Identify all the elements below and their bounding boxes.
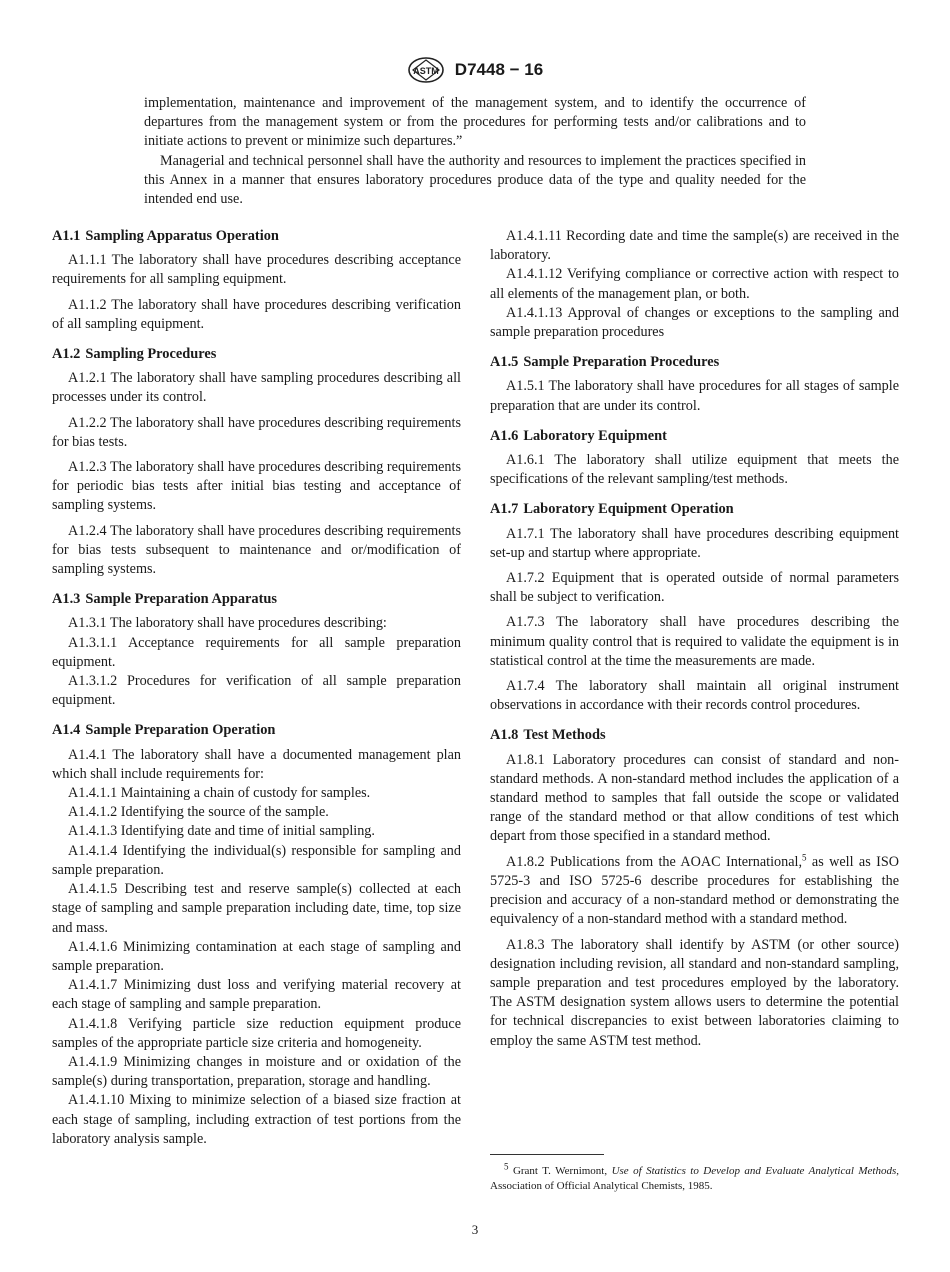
clause: A1.4.1.13 Approval of changes or exceptions to the sampling and sample preparation procedures	[490, 304, 899, 341]
section-number: A1.1	[52, 228, 81, 244]
clause: A1.1.2 The laboratory shall have procedures describing verification of all sampling equipment.	[52, 296, 461, 332]
clause: A1.4.1.12 Verifying compliance or corrective action with respect to all elements of the management plan, or both.	[490, 266, 899, 302]
section-heading	[52, 590, 461, 609]
footnote-divider	[490, 1154, 604, 1155]
section-a1-6	[490, 427, 899, 490]
section-heading	[490, 427, 899, 446]
section-number: A1.3	[52, 591, 81, 608]
section-title: Test Methods	[523, 727, 606, 744]
section-title: Sampling Apparatus Operation	[85, 228, 279, 244]
section-heading	[52, 345, 461, 364]
clause: A1.4.1.2 Identifying the source of the sample.	[68, 804, 329, 821]
clause-text: A1.8.2 Publications from the AOAC International,	[506, 853, 803, 870]
section-a1-4	[52, 721, 461, 1148]
clause-with-footnote	[490, 853, 899, 930]
intro-paragraph-2: Managerial and technical personnel shall have the authority and resources to implement the practices specified in this Annex in a manner that ensures laboratory procedures produce data of the type and quality needed for the intended end use.	[144, 152, 806, 208]
section-title: Sampling Procedures	[85, 346, 217, 363]
clause: A1.2.4 The laboratory shall have procedures describing requirements for bias tests subsequent to maintenance and or/modification of sampling systems.	[52, 522, 461, 578]
section-a1-3	[52, 590, 461, 710]
clause: A1.4.1.1 Maintaining a chain of custody for samples.	[68, 785, 371, 802]
section-title: Laboratory Equipment Operation	[523, 501, 734, 518]
section-number: A1.6	[490, 427, 519, 444]
section-number: A1.5	[490, 354, 519, 371]
right-column	[490, 227, 899, 1051]
clause: A1.4.1.11 Recording date and time the sample(s) are received in the laboratory.	[490, 228, 899, 264]
section-heading	[52, 721, 461, 740]
footnote	[490, 1161, 899, 1194]
svg-text:ASTM: ASTM	[413, 66, 439, 76]
section-title: Sample Preparation Operation	[85, 722, 276, 739]
clause: A1.8.1 Laboratory procedures can consist of standard and non-standard methods. A non-standard method includes the application of a standard method to samples that fall outside the scope or validated range of the standard method or that allow conditions of test which depart from those specified in a standard method.	[490, 751, 899, 845]
clause: A1.4.1.8 Verifying particle size reduction equipment produce samples of the appropriate particle size criteria and homogeneity.	[52, 1015, 461, 1051]
section-heading	[490, 726, 899, 745]
intro-text	[144, 94, 806, 209]
section-heading	[490, 500, 899, 519]
section-a1-7	[490, 500, 899, 715]
clause: A1.2.1 The laboratory shall have sampling procedures describing all processes under its control.	[52, 370, 461, 406]
section-a1-4-continued	[490, 227, 899, 342]
clause: A1.7.2 Equipment that is operated outside of normal parameters shall be subject to verification.	[490, 570, 899, 606]
section-number: A1.8	[490, 727, 519, 744]
section-a1-8	[490, 726, 899, 1050]
clause: A1.3.1.2 Procedures for verification of all sample preparation equipment.	[52, 673, 461, 709]
clause-text: as well as ISO 5725-3 and ISO 5725-6 describe procedures for establishing the precision and accuracy of a non-standard method or demonstrating the equivalency of a non-standard method with a standard method.	[490, 853, 899, 928]
footnote-mark: 5	[504, 1161, 509, 1172]
page-number: 3	[471, 1222, 479, 1237]
page-header	[0, 56, 950, 84]
clause: A1.7.4 The laboratory shall maintain all original instrument observations in accordance with their records control procedures.	[490, 678, 899, 714]
clause: A1.2.2 The laboratory shall have procedures describing requirements for bias tests.	[52, 414, 461, 450]
clause: A1.2.3 The laboratory shall have procedures describing requirements for periodic bias tests after initial bias testing and acceptance of sampling systems.	[52, 459, 461, 514]
clause: A1.3.1.1 Acceptance requirements for all sample preparation equipment.	[52, 634, 461, 670]
intro-paragraph-1: implementation, maintenance and improvement of the management system, and to identify the occurrence of departures from the management system or from the procedures for performing tests and/or calibrations and to initiate actions to prevent or minimize such departures.”	[144, 95, 806, 150]
clause: A1.4.1.4 Identifying the individual(s) responsible for sampling and sample preparation.	[52, 842, 461, 878]
clause: A1.1.1 The laboratory shall have procedures describing acceptance requirements for all sampling equipment.	[52, 252, 461, 288]
clause: A1.3.1 The laboratory shall have procedures describing:	[68, 615, 387, 632]
section-number: A1.4	[52, 722, 81, 739]
footnote-author: Grant T. Wernimont,	[508, 1165, 612, 1177]
section-a1-1	[52, 227, 461, 334]
section-title: Sample Preparation Apparatus	[85, 591, 278, 608]
clause: A1.4.1.7 Minimizing dust loss and verifying material recovery at each stage of sampling and sample preparation.	[52, 977, 461, 1013]
section-title: Sample Preparation Procedures	[523, 354, 720, 371]
designation: D7448 − 16	[454, 60, 544, 79]
section-number: A1.7	[490, 501, 519, 518]
footnote-publisher: , Association of Official Analytical Chemists, 1985.	[490, 1165, 899, 1192]
section-heading	[52, 227, 461, 246]
section-heading	[490, 353, 899, 372]
clause: A1.4.1.5 Describing test and reserve sample(s) collected at each stage of sampling and sample preparation including date, time, top size and mass.	[52, 881, 461, 936]
clause: A1.4.1.3 Identifying date and time of initial sampling.	[68, 823, 375, 840]
section-a1-5	[490, 353, 899, 416]
footnote-title: Use of Statistics to Develop and Evaluate Analytical Methods	[611, 1165, 897, 1177]
section-a1-2	[52, 345, 461, 579]
clause: A1.4.1.6 Minimizing contamination at each stage of sampling and sample preparation.	[52, 938, 461, 974]
clause: A1.4.1.10 Mixing to minimize selection of a biased size fraction at each stage of sampling, including extraction of test portions from the laboratory analysis sample.	[52, 1092, 461, 1147]
clause: A1.7.1 The laboratory shall have procedures describing equipment set-up and startup where appropriate.	[490, 525, 899, 561]
footnote-reference[interactable]: 5	[802, 851, 807, 862]
left-column	[52, 227, 461, 1149]
clause: A1.4.1.9 Minimizing changes in moisture and or oxidation of the sample(s) during transportation, preparation, storage and handling.	[52, 1053, 461, 1090]
section-title: Laboratory Equipment	[523, 427, 667, 444]
clause: A1.6.1 The laboratory shall utilize equipment that meets the specifications of the relevant sampling/test methods.	[490, 452, 899, 488]
section-number: A1.2	[52, 346, 81, 363]
clause: A1.8.3 The laboratory shall identify by ASTM (or other source) designation including revision, all standard and non-standard sampling, sample preparation and test procedures employed by the laboratory. The ASTM designation system allows users to determine the potential for technical discrepancies to exist between laboratories claiming to employ the same ASTM test method.	[490, 936, 899, 1049]
clause: A1.4.1 The laboratory shall have a documented management plan which shall include requirements for:	[52, 746, 461, 782]
clause: A1.7.3 The laboratory shall have procedures describing the minimum quality control that is required to validate the equipment is in statistical control at the time the measurements are made.	[490, 614, 899, 669]
clause: A1.5.1 The laboratory shall have procedures for all stages of sample preparation that are under its control.	[490, 378, 899, 414]
astm-logo-icon	[407, 56, 445, 84]
